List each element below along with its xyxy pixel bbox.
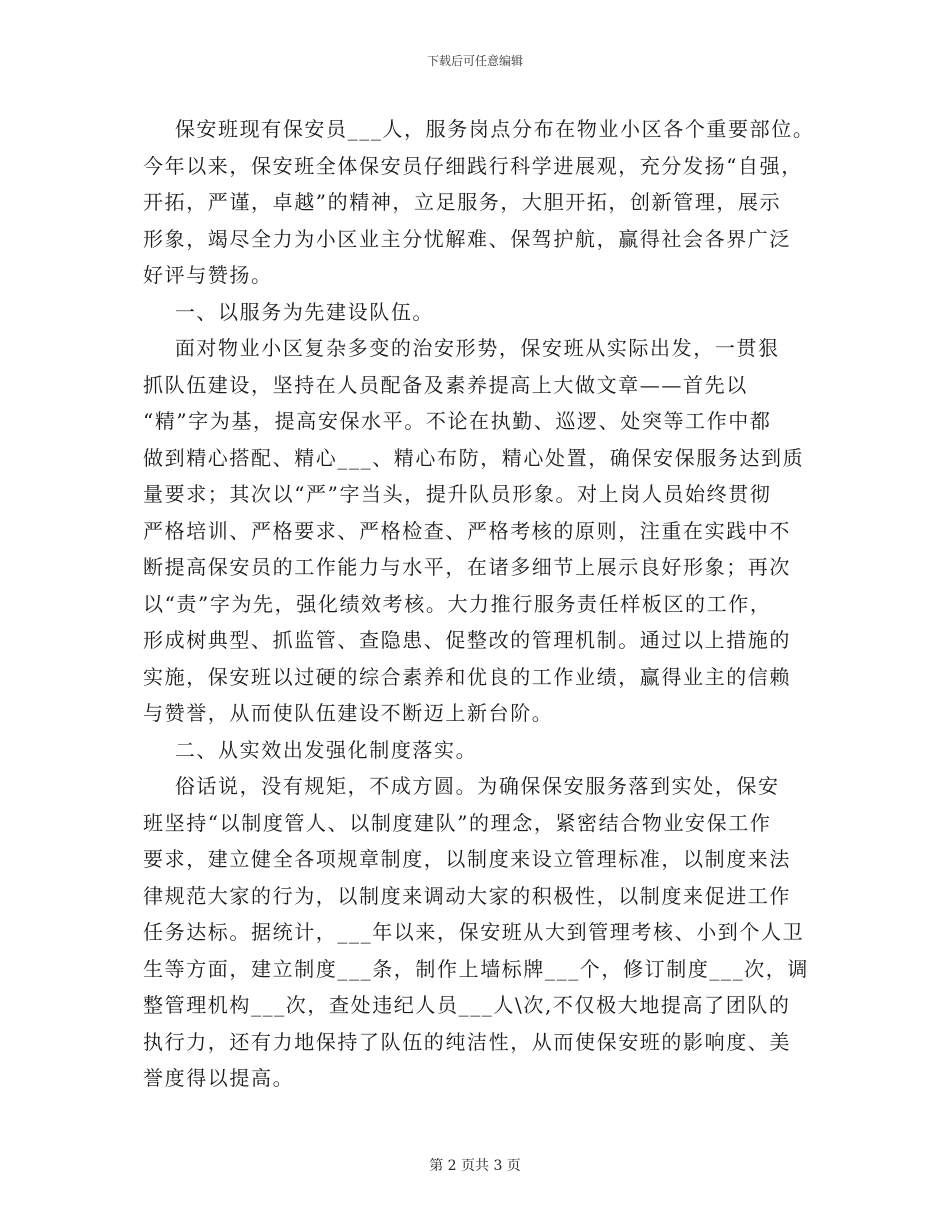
body-line: 保安班现有保安员___人，服务岗点分布在物业小区各个重要部位。 (143, 117, 815, 141)
body-line: 开拓，严谨，卓越”的精神，立足服务，大胆开拓，创新管理，展示 (143, 190, 782, 214)
body-line: 严格培训、严格要求、严格检查、严格考核的原则，注重在实践中不 (143, 518, 791, 543)
body-line: 断提高保安员的工作能力与水平，在诸多细节上展示良好形象；再次 (143, 555, 791, 579)
body-line: 生等方面，建立制度___条，制作上墙标牌___个，修订制度___次，调 (143, 956, 809, 981)
body-line: 实施，保安班以过硬的综合素养和优良的工作业绩，赢得业主的信赖 (143, 664, 791, 689)
body-line: 以“责”字为先，强化绩效考核。大力推行服务责任样板区的工作， (143, 591, 772, 616)
body-line: 律规范大家的行为，以制度来调动大家的积极性，以制度来促进工作 (143, 883, 791, 908)
body-line: 任务达标。据统计，___年以来，保安班从大到管理考核、小到个人卫 (143, 920, 805, 944)
body-line: 量要求；其次以“严”字当头，提升队员形象。对上岗人员始终贯彻 (143, 482, 772, 506)
page-header-note: 下载后可任意编辑 (426, 54, 523, 68)
body-line: “精”字为基，提高安保水平。不论在执勤、巡逻、处突等工作中都 (143, 409, 772, 433)
body-line: 今年以来，保安班全体保安员仔细践行科学进展观，充分发扬“自强， (143, 153, 803, 178)
body-line: 要求，建立健全各项规章制度，以制度来设立管理标准，以制度来法 (143, 847, 791, 871)
document-body (143, 111, 843, 1097)
body-line: 班坚持“以制度管人、以制度建队”的理念，紧密结合物业安保工作 (143, 810, 772, 835)
section-heading-1: 一、以服务为先建设队伍。 (143, 299, 435, 324)
body-line: 形象，竭尽全力为小区业主分忧解难、保驾护航，赢得社会各界广泛 (143, 226, 791, 251)
body-line: 好评与赞扬。 (143, 263, 273, 287)
body-line: 做到精心搭配、精心___、精心布防，精心处置，确保安保服务达到质 (143, 445, 805, 470)
section-heading-2: 二、从实效出发强化制度落实。 (143, 737, 478, 762)
body-line: 与赞誉，从而使队伍建设不断迈上新台阶。 (143, 701, 554, 725)
body-line: 俗话说，没有规矩，不成方圆。为确保保安服务落到实处，保安 (143, 774, 780, 798)
body-line: 整管理机构___次，查处违纪人员___人\次,不仅极大地提高了团队的 (143, 993, 791, 1017)
body-line: 誉度得以提高。 (143, 1066, 295, 1090)
page-number: 第 2 页共 3 页 (429, 1158, 521, 1174)
body-line: 面对物业小区复杂多变的治安形势，保安班从实际出发，一贯狠 (143, 336, 780, 360)
body-line: 形成树典型、抓监管、查隐患、促整改的管理机制。通过以上措施的 (143, 628, 791, 652)
body-line: 抓队伍建设，坚持在人员配备及素养提高上大做文章——首先以 (143, 372, 748, 397)
body-line: 执行力，还有力地保持了队伍的纯洁性，从而使保安班的影响度、美 (143, 1029, 791, 1054)
